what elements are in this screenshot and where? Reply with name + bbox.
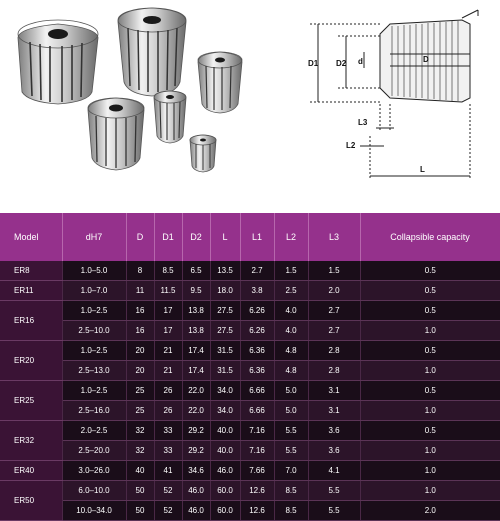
table-cell: 46.0 <box>210 461 240 481</box>
table-cell: 22.0 <box>182 401 210 421</box>
model-cell: ER25 <box>0 381 62 421</box>
table-cell: 7.66 <box>240 461 274 481</box>
table-cell: 21 <box>154 341 182 361</box>
table-cell: 52 <box>154 481 182 501</box>
table-cell: 13.8 <box>182 321 210 341</box>
table-cell: 13.8 <box>182 301 210 321</box>
table-cell: 2.0 <box>308 281 360 301</box>
table-row <box>0 461 500 481</box>
table-cell: 2.8 <box>308 361 360 381</box>
collet-dimension-diagram <box>280 0 500 200</box>
table-cell: 40.0 <box>210 421 240 441</box>
collet-product-photo <box>0 0 260 200</box>
table-cell: 1.5 <box>308 261 360 281</box>
table-cell: 4.0 <box>274 321 308 341</box>
table-cell: 31.5 <box>210 341 240 361</box>
table-cell: 13.5 <box>210 261 240 281</box>
header-l1: L1 <box>240 213 274 261</box>
table-cell: 2.5–16.0 <box>62 401 126 421</box>
table-cell: 40.0 <box>210 441 240 461</box>
header-dh7: dH7 <box>62 213 126 261</box>
table-cell: 2.7 <box>240 261 274 281</box>
table-row <box>0 441 500 461</box>
table-cell: 4.8 <box>274 341 308 361</box>
table-cell: 7.16 <box>240 421 274 441</box>
table-cell: 5.5 <box>308 501 360 521</box>
table-cell: 27.5 <box>210 301 240 321</box>
table-cell: 60.0 <box>210 481 240 501</box>
header-l3: L3 <box>308 213 360 261</box>
table-cell: 34.0 <box>210 381 240 401</box>
table-cell: 21 <box>154 361 182 381</box>
table-cell: 3.1 <box>308 381 360 401</box>
label-D: D <box>423 55 429 64</box>
table-cell: 0.5 <box>360 261 500 281</box>
table-cell: 3.1 <box>308 401 360 421</box>
table-cell: 6.66 <box>240 381 274 401</box>
model-cell: ER50 <box>0 481 62 521</box>
table-cell: 0.5 <box>360 341 500 361</box>
table-cell: 2.7 <box>308 321 360 341</box>
table-cell: 10.0–34.0 <box>62 501 126 521</box>
table-cell: 29.2 <box>182 421 210 441</box>
table-cell: 2.5 <box>274 281 308 301</box>
table-cell: 0.5 <box>360 281 500 301</box>
table-cell: 1.0 <box>360 361 500 381</box>
table-cell: 17 <box>154 301 182 321</box>
table-cell: 6.36 <box>240 341 274 361</box>
model-cell: ER16 <box>0 301 62 341</box>
table-row <box>0 321 500 341</box>
table-cell: 17.4 <box>182 341 210 361</box>
table-cell: 6.5 <box>182 261 210 281</box>
table-cell: 60.0 <box>210 501 240 521</box>
header-collapsible-capacity: Collapsible capacity <box>360 213 500 261</box>
table-cell: 2.5–13.0 <box>62 361 126 381</box>
label-d: d <box>358 57 363 66</box>
label-L3: L3 <box>358 118 368 127</box>
table-cell: 20 <box>126 341 154 361</box>
table-cell: 2.7 <box>308 301 360 321</box>
table-cell: 25 <box>126 401 154 421</box>
table-cell: 16 <box>126 321 154 341</box>
table-cell: 1.0–2.5 <box>62 301 126 321</box>
label-D2: D2 <box>336 59 347 68</box>
header-model: Model <box>0 213 62 261</box>
table-cell: 5.0 <box>274 381 308 401</box>
table-cell: 1.5 <box>274 261 308 281</box>
table-cell: 1.0–7.0 <box>62 281 126 301</box>
table-row <box>0 501 500 521</box>
table-cell: 52 <box>154 501 182 521</box>
table-row <box>0 481 500 501</box>
table-cell: 27.5 <box>210 321 240 341</box>
table-cell: 5.5 <box>308 481 360 501</box>
collet-small <box>154 91 186 143</box>
table-cell: 2.8 <box>308 341 360 361</box>
table-cell: 34.0 <box>210 401 240 421</box>
table-cell: 6.36 <box>240 361 274 381</box>
table-cell: 1.0 <box>360 481 500 501</box>
table-cell: 0.5 <box>360 421 500 441</box>
header-d2: D2 <box>182 213 210 261</box>
table-cell: 22.0 <box>182 381 210 401</box>
collet-large-left <box>18 20 98 104</box>
table-cell: 8.5 <box>154 261 182 281</box>
table-cell: 1.0–2.5 <box>62 381 126 401</box>
collet-bottom-left <box>88 98 144 170</box>
table-cell: 32 <box>126 421 154 441</box>
table-row <box>0 261 500 281</box>
label-L: L <box>420 165 425 174</box>
table-cell: 17 <box>154 321 182 341</box>
table-row <box>0 421 500 441</box>
table-cell: 41 <box>154 461 182 481</box>
table-cell: 20 <box>126 361 154 381</box>
table-cell: 32 <box>126 441 154 461</box>
table-cell: 12.6 <box>240 481 274 501</box>
table-cell: 11 <box>126 281 154 301</box>
table-cell: 6.26 <box>240 321 274 341</box>
model-cell: ER8 <box>0 261 62 281</box>
table-row <box>0 301 500 321</box>
table-cell: 4.0 <box>274 301 308 321</box>
table-cell: 1.0 <box>360 441 500 461</box>
table-cell: 4.8 <box>274 361 308 381</box>
header-l2: L2 <box>274 213 308 261</box>
table-cell: 6.26 <box>240 301 274 321</box>
table-cell: 6.66 <box>240 401 274 421</box>
table-cell: 40 <box>126 461 154 481</box>
label-D1: D1 <box>308 59 319 68</box>
table-cell: 8.5 <box>274 481 308 501</box>
table-cell: 26 <box>154 401 182 421</box>
table-row <box>0 341 500 361</box>
specification-table <box>0 213 500 521</box>
table-cell: 1.0 <box>360 461 500 481</box>
table-cell: 0.5 <box>360 301 500 321</box>
collet-large-right <box>118 8 186 96</box>
table-cell: 50 <box>126 481 154 501</box>
table-cell: 33 <box>154 421 182 441</box>
table-cell: 2.5–20.0 <box>62 441 126 461</box>
label-L2: L2 <box>346 141 356 150</box>
table-cell: 5.0 <box>274 401 308 421</box>
table-cell: 3.0–26.0 <box>62 461 126 481</box>
table-row <box>0 281 500 301</box>
table-cell: 1.0–2.5 <box>62 341 126 361</box>
table-cell: 46.0 <box>182 481 210 501</box>
table-cell: 5.5 <box>274 441 308 461</box>
table-cell: 2.5–10.0 <box>62 321 126 341</box>
table-row <box>0 361 500 381</box>
table-cell: 9.5 <box>182 281 210 301</box>
specification-table-area <box>0 213 500 515</box>
table-cell: 33 <box>154 441 182 461</box>
table-body <box>0 261 500 521</box>
table-cell: 1.0 <box>360 401 500 421</box>
table-cell: 0.5 <box>360 381 500 401</box>
table-cell: 6.0–10.0 <box>62 481 126 501</box>
table-cell: 26 <box>154 381 182 401</box>
model-cell: ER11 <box>0 281 62 301</box>
table-cell: 25 <box>126 381 154 401</box>
table-cell: 34.6 <box>182 461 210 481</box>
table-cell: 8.5 <box>274 501 308 521</box>
table-cell: 5.5 <box>274 421 308 441</box>
table-cell: 11.5 <box>154 281 182 301</box>
table-cell: 4.1 <box>308 461 360 481</box>
table-cell: 12.6 <box>240 501 274 521</box>
table-cell: 18.0 <box>210 281 240 301</box>
header-d1: D1 <box>154 213 182 261</box>
table-cell: 16 <box>126 301 154 321</box>
product-header-area <box>0 0 500 212</box>
header-d: D <box>126 213 154 261</box>
table-cell: 31.5 <box>210 361 240 381</box>
table-header-row <box>0 213 500 261</box>
table-cell: 3.6 <box>308 441 360 461</box>
header-l: L <box>210 213 240 261</box>
table-cell: 3.6 <box>308 421 360 441</box>
collet-tiny <box>190 135 216 172</box>
table-cell: 7.16 <box>240 441 274 461</box>
table-cell: 8 <box>126 261 154 281</box>
table-cell: 7.0 <box>274 461 308 481</box>
table-cell: 46.0 <box>182 501 210 521</box>
table-cell: 2.0–2.5 <box>62 421 126 441</box>
collet-medium <box>198 52 242 113</box>
model-cell: ER32 <box>0 421 62 461</box>
table-cell: 50 <box>126 501 154 521</box>
table-cell: 2.0 <box>360 501 500 521</box>
table-cell: 17.4 <box>182 361 210 381</box>
table-cell: 3.8 <box>240 281 274 301</box>
table-row <box>0 401 500 421</box>
table-cell: 1.0 <box>360 321 500 341</box>
model-cell: ER40 <box>0 461 62 481</box>
table-cell: 29.2 <box>182 441 210 461</box>
model-cell: ER20 <box>0 341 62 381</box>
table-row <box>0 381 500 401</box>
table-cell: 1.0–5.0 <box>62 261 126 281</box>
